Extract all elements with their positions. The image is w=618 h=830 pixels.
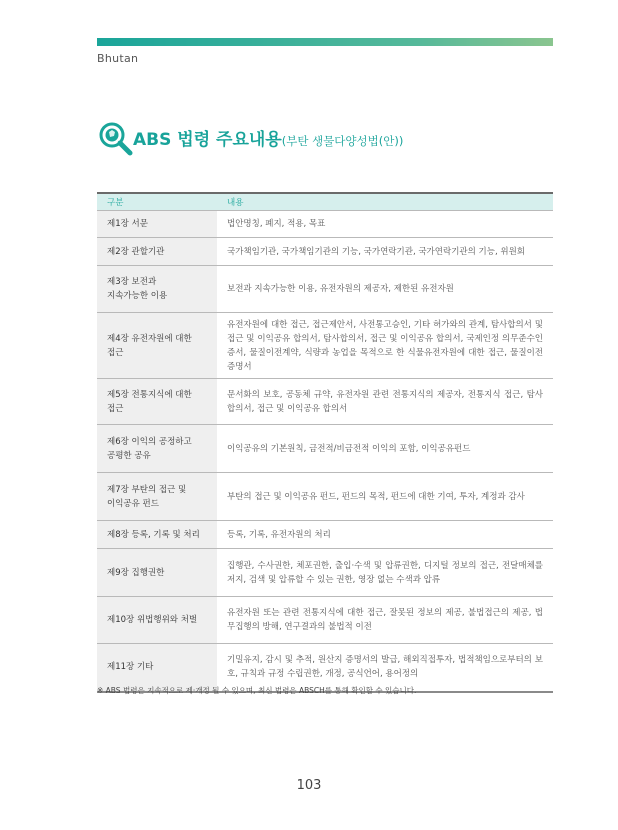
chapter-cell: 제2장 관할기관 <box>97 238 217 266</box>
table-header-row <box>97 193 553 211</box>
table-row <box>97 473 553 521</box>
table-row <box>97 211 553 238</box>
table-row <box>97 379 553 425</box>
content-cell: 유전자원 또는 관련 전통지식에 대한 접근, 잘못된 정보의 제공, 불법접근의 제공, 법무집행의 방해, 연구결과의 불법적 이전 <box>217 597 553 644</box>
chapter-cell: 제5장 전통지식에 대한 접근 <box>97 379 217 425</box>
column-header-content: 내용 <box>217 193 553 211</box>
magnifier-icon <box>97 120 137 160</box>
section-title <box>97 120 557 160</box>
table-row <box>97 238 553 266</box>
table-row <box>97 549 553 597</box>
table-row <box>97 425 553 473</box>
header-accent-bar <box>97 38 553 46</box>
content-cell: 기밀유지, 감시 및 추적, 원산지 증명서의 발급, 해외직접투자, 법적책임으로부터의 보호, 규칙과 규정 수립권한, 개정, 공식언어, 용어정의 <box>217 644 553 692</box>
content-cell: 이익공유의 기본원칙, 금전적/비금전적 이익의 포함, 이익공유펀드 <box>217 425 553 473</box>
content-cell: 부탄의 접근 및 이익공유 펀드, 펀드의 목적, 펀드에 대한 기여, 투자, 계정과 감사 <box>217 473 553 521</box>
title-main: ABS 법령 주요내용 <box>133 130 282 150</box>
title-sub: (부탄 생물다양성법(안)) <box>281 134 404 148</box>
column-header-category: 구분 <box>97 193 217 211</box>
content-cell: 법안명칭, 폐지, 적용, 목표 <box>217 211 553 238</box>
table-row <box>97 597 553 644</box>
chapter-cell: 제4장 유전자원에 대한 접근 <box>97 313 217 379</box>
law-summary-table <box>97 192 553 693</box>
page-title <box>133 125 403 150</box>
chapter-cell: 제10장 위법행위와 처벌 <box>97 597 217 644</box>
chapter-cell: 제1장 서문 <box>97 211 217 238</box>
content-cell: 유전자원에 대한 접근, 접근제안서, 사전통고승인, 기타 허가와의 관계, 탐사합의서 및 접근 및 이익공유 합의서, 탐사합의서, 접근 및 이익공유 합의서, 국제인정 의무준수인증서, 물질이전계약, 식량과 농업을 목적으로 한 식물유전자원에 대한 접근, 물질이전증명서 <box>217 313 553 379</box>
footnote: ※ ABS 법령은 지속적으로 제·개정 될 수 있으며, 최신 법령은 ABSCH를 통해 확인할 수 있습니다. <box>97 686 417 695</box>
chapter-cell: 제11장 기타 <box>97 644 217 692</box>
table-row <box>97 313 553 379</box>
page-number: 103 <box>296 778 322 793</box>
chapter-cell: 제7장 부탄의 접근 및 이익공유 펀드 <box>97 473 217 521</box>
content-cell: 집행관, 수사권한, 체포권한, 출입·수색 및 압류권한, 디지털 정보의 접근, 전달매체를 저지, 검색 및 압류할 수 있는 권한, 영장 없는 수색과 압류 <box>217 549 553 597</box>
content-cell: 등록, 기록, 유전자원의 처리 <box>217 521 553 549</box>
table-row <box>97 521 553 549</box>
chapter-cell: 제3장 보전과 지속가능한 이용 <box>97 266 217 313</box>
content-cell: 문서화의 보호, 공동체 규약, 유전자원 관련 전통지식의 제공자, 전통지식 접근, 탐사합의서, 접근 및 이익공유 합의서 <box>217 379 553 425</box>
table-row <box>97 266 553 313</box>
content-cell: 보전과 지속가능한 이용, 유전자원의 제공자, 제한된 유전자원 <box>217 266 553 313</box>
content-cell: 국가책임기관, 국가책임기관의 기능, 국가연락기관, 국가연락기관의 기능, 위원회 <box>217 238 553 266</box>
chapter-cell: 제6장 이익의 공정하고 공평한 공유 <box>97 425 217 473</box>
chapter-cell: 제9장 집행권한 <box>97 549 217 597</box>
country-label: Bhutan <box>97 52 139 65</box>
chapter-cell: 제8장 등록, 기록 및 처리 <box>97 521 217 549</box>
